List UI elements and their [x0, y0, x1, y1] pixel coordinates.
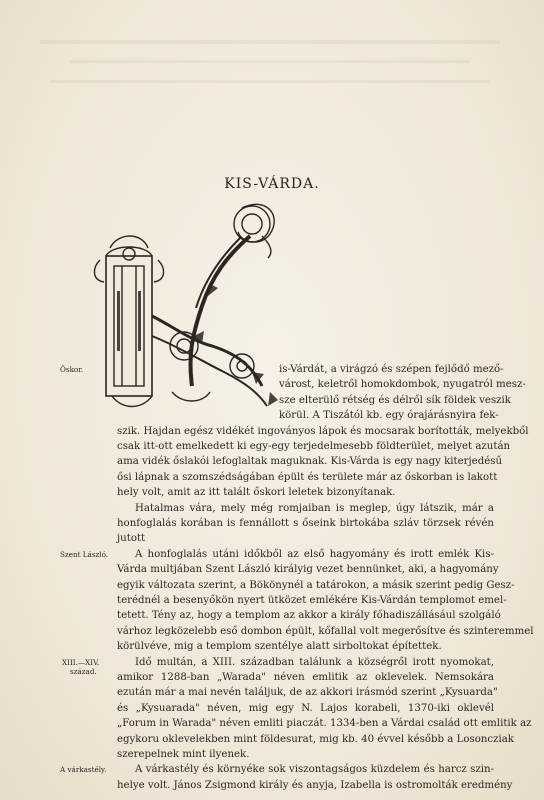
text-line: egykoru oklevelekben mint földesurat, mig kb. 40 évvel később a Losoncziak [117, 733, 514, 745]
text-line: jutott [117, 533, 146, 545]
margin-note-varkastely: A várkastély. [60, 765, 107, 775]
text-line: A várkastély és környéke sok viszontagságos küzdelem és harcz szin- [135, 764, 494, 776]
text-line: csak itt-ott emelkedett ki egy-egy terjedelmesebb földterület, melyet azután [117, 441, 511, 452]
text-line: Várda multjában Szent László királyig vezet bennünket, aki, a hagyomány [117, 564, 499, 576]
text-line: hely volt, amit az itt talált őskori leletek bizonyítanak. [117, 487, 396, 499]
text-line: sze elterülő rétség és délről sík földek veszik [279, 394, 511, 406]
text-line: várhoz legközelebb eső dombon épült, kőfallal volt megerősítve és szinteremmel [117, 625, 534, 637]
margin-note-xiii-xiv: XIII.—XIV. [62, 657, 100, 667]
bleed-through-shadow [40, 30, 500, 110]
page-title: KIS-VÁRDA. [224, 176, 320, 192]
text-line: ezután már a mai nevén találjuk, de az akkori irásmód szerint „Kysuarda" [117, 687, 498, 699]
text-line: helye volt. János Zsigmond király és anyja, Izabella is ostromolták eredmény [117, 779, 513, 791]
margin-note-oskor: Őskor. [60, 365, 84, 374]
text-line: tetett. Tény az, hogy a templom az akkor a király főhadiszállásául szolgáló [117, 610, 501, 622]
text-line: szerepelnek mint ilyenek. [117, 749, 250, 760]
text-line: Idő multán, a XIII. században találunk a községről irott nyomokat, [135, 656, 494, 668]
text-line: Hatalmas vára, mely még romjaiban is meglep, úgy látszik, már a [135, 502, 494, 514]
text-line: várost, keletről homokdombok, nyugatról mesz- [279, 379, 526, 391]
text-line: és „Kysuarada" néven, mig egy N. Lajos korabeli, 1370-iki oklevél [117, 702, 494, 714]
text-line: körül. A Tiszától kb. egy órajárásnyira fek- [279, 410, 499, 422]
text-line: amikor 1288-ban „Warada" néven emlitik az oklevelek. Nemsokára [117, 672, 494, 683]
ornamental-initial-k [92, 196, 284, 414]
text-line: A honfoglalás utáni időkből az első hagyomány és irott emlék Kis- [135, 548, 494, 560]
text-line: terédnél a besenyőkön nyert ütközet emlékére Kis-Várdán templomot emel- [117, 595, 507, 606]
text-line: „Forum in Warada" néven emliti piaczát. 1334-ben a Várdai család ott emlitik az [117, 718, 532, 730]
text-line: is-Várdát, a virágzó és szépen fejlődő mező- [279, 364, 504, 375]
text-line: ama vidék őslakói lefoglaltak maguknak. Kis-Várda is egy nagy kiterjedésű [117, 456, 503, 468]
text-line: egyik változata szerint, a Bökönynél a tatárokon, a másik szerint pedig Gesz- [117, 579, 515, 591]
text-line: honfoglalás korában is fennállott s őseink birtokába szláv törzsek révén [117, 518, 494, 529]
text-line: szik. Hajdan egész vidékét ingoványos lápok és mocsarak borították, melyekből [117, 425, 529, 437]
margin-note-szazad: század. [70, 666, 97, 676]
text-line: körülvéve, mig a templom szentélye alatt sirboltokat építettek. [117, 641, 442, 653]
text-line: ősi lápnak a szomszédságában épült és területe már az őskorban is lakott [117, 471, 498, 483]
margin-note-szent-laszlo: Szent László. [60, 549, 109, 559]
